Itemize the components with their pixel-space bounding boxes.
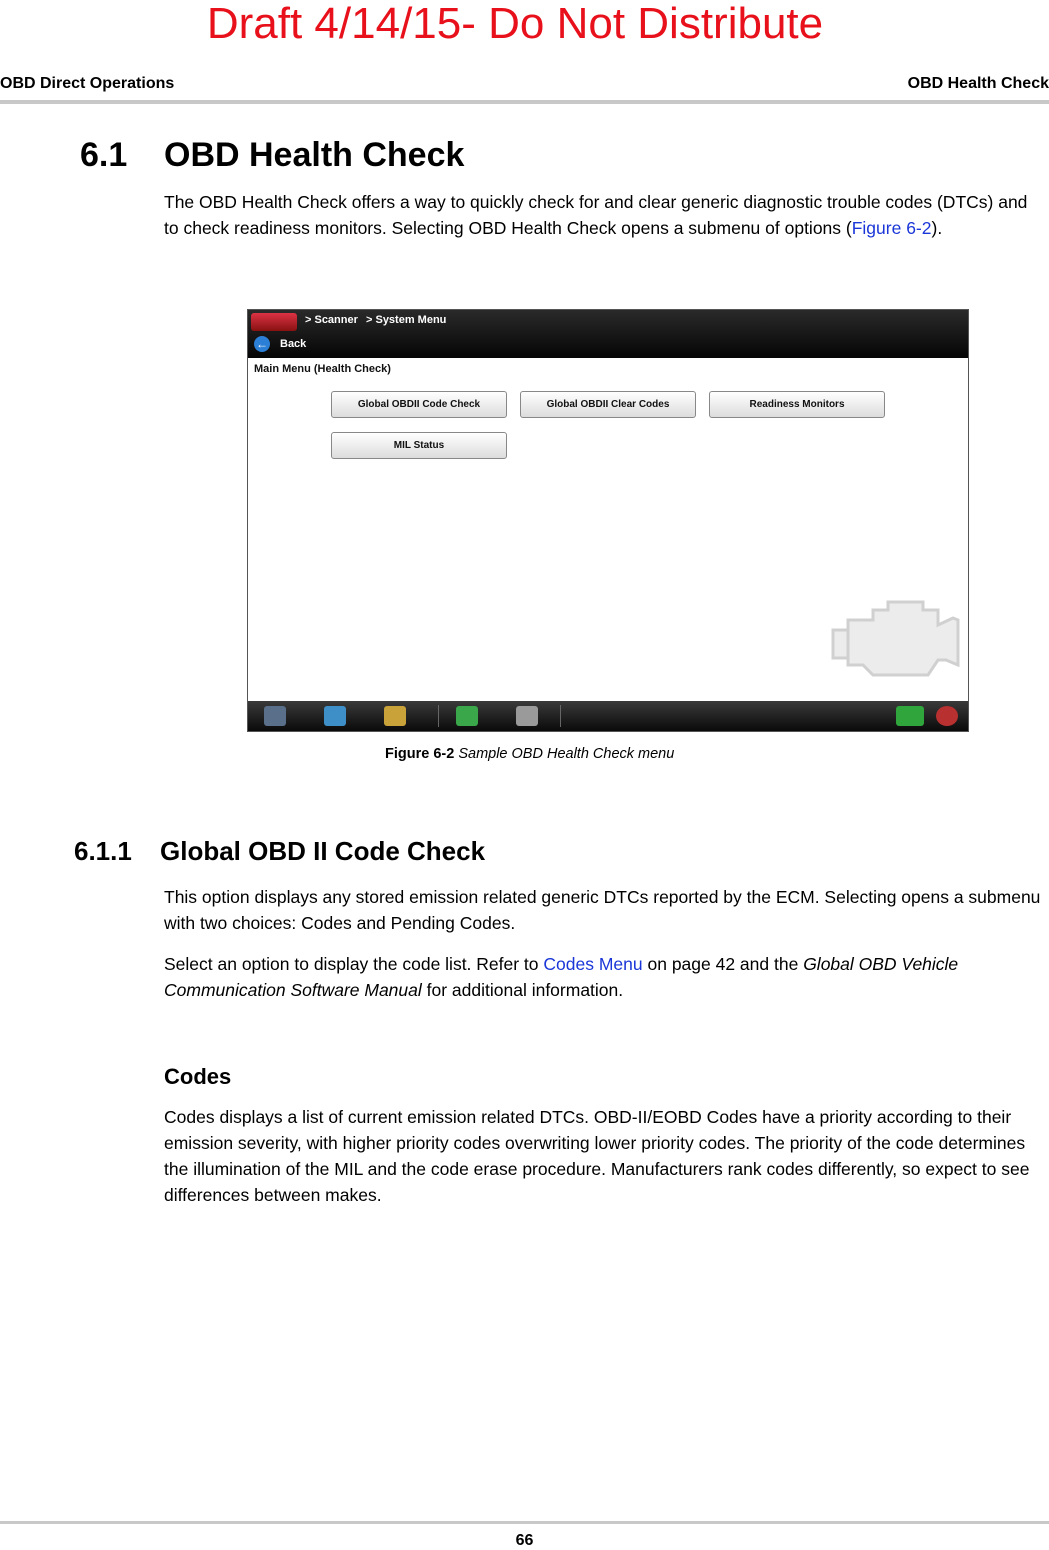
mil-status-button[interactable]: MIL Status <box>331 432 507 459</box>
breadcrumb-system-menu[interactable]: > System Menu <box>366 314 447 326</box>
subsection-heading <box>74 836 485 867</box>
running-header-left: OBD Direct Operations <box>0 75 175 92</box>
print-icon[interactable] <box>516 706 538 726</box>
subsection-title: Global OBD II Code Check <box>160 836 486 866</box>
scanner-toolbar <box>248 701 968 731</box>
p2-text-mid: on page 42 and the <box>642 954 804 974</box>
menu-title: Main Menu (Health Check) <box>254 363 391 375</box>
global-code-check-button[interactable]: Global OBDII Code Check <box>331 391 507 418</box>
caption-label: Figure 6-2 <box>385 746 455 762</box>
scanner-title-bar <box>248 310 968 358</box>
toolbar-separator <box>438 705 439 727</box>
p2-text-end: for additional information. <box>421 980 624 1000</box>
home-icon[interactable] <box>264 706 286 726</box>
section-intro-paragraph <box>164 189 1046 241</box>
global-clear-codes-button[interactable]: Global OBDII Clear Codes <box>520 391 696 418</box>
codes-menu-link[interactable]: Codes Menu <box>543 954 643 974</box>
codes-heading: Codes <box>164 1064 232 1089</box>
figure-link[interactable]: Figure 6-2 <box>851 218 932 238</box>
section-number: 6.1 <box>80 136 128 174</box>
page-number: 66 <box>515 1532 534 1549</box>
subsection-paragraph-2 <box>164 951 1046 1003</box>
back-button[interactable]: Back <box>280 338 307 350</box>
manual-title: Global OBD Vehicle Communication Software Manual <box>164 954 959 1000</box>
connect-icon[interactable] <box>456 706 478 726</box>
intro-text-end: ). <box>931 218 943 238</box>
figure-caption <box>385 746 674 762</box>
record-icon[interactable] <box>936 706 958 726</box>
draft-watermark: Draft 4/14/15- Do Not Distribute <box>206 0 824 48</box>
subsection-number: 6.1.1 <box>74 836 132 866</box>
scanner-app-icon[interactable] <box>251 313 297 331</box>
caption-text: Sample OBD Health Check menu <box>458 746 675 762</box>
footer-rule <box>0 1521 1049 1524</box>
back-arrow-icon[interactable]: ← <box>256 337 268 351</box>
p2-text: Select an option to display the code list. Refer to <box>164 954 544 974</box>
battery-icon[interactable] <box>896 706 924 726</box>
engine-watermark-icon <box>828 580 968 690</box>
section-heading <box>80 136 464 175</box>
subsection-paragraph-1: This option displays any stored emission related generic DTCs reported by the ECM. Selecting opens a submenu with two choices: Codes and Pending Codes. <box>164 887 1041 933</box>
running-header-right: OBD Health Check <box>907 75 1049 92</box>
codes-paragraph: Codes displays a list of current emission related DTCs. OBD-II/EOBD Codes have a priority according to their emission severity, with higher priority codes overwriting lower priority codes. The priority of the code determines the illumination of the MIL and the code erase procedure. Manufacturers rank codes differently, so expect to see differences between makes. <box>164 1107 1030 1205</box>
tools-icon[interactable] <box>384 706 406 726</box>
header-rule <box>0 100 1049 104</box>
breadcrumb-scanner[interactable]: > Scanner <box>305 314 358 326</box>
view-icon[interactable] <box>324 706 346 726</box>
readiness-monitors-button[interactable]: Readiness Monitors <box>709 391 885 418</box>
toolbar-separator <box>560 705 561 727</box>
intro-text: The OBD Health Check offers a way to quickly check for and clear generic diagnostic trouble codes (DTCs) and to check readiness monitors. Selecting OBD Health Check opens a submenu of options ( <box>164 192 1028 238</box>
section-title: OBD Health Check <box>164 136 465 174</box>
figure-screenshot <box>247 309 969 732</box>
